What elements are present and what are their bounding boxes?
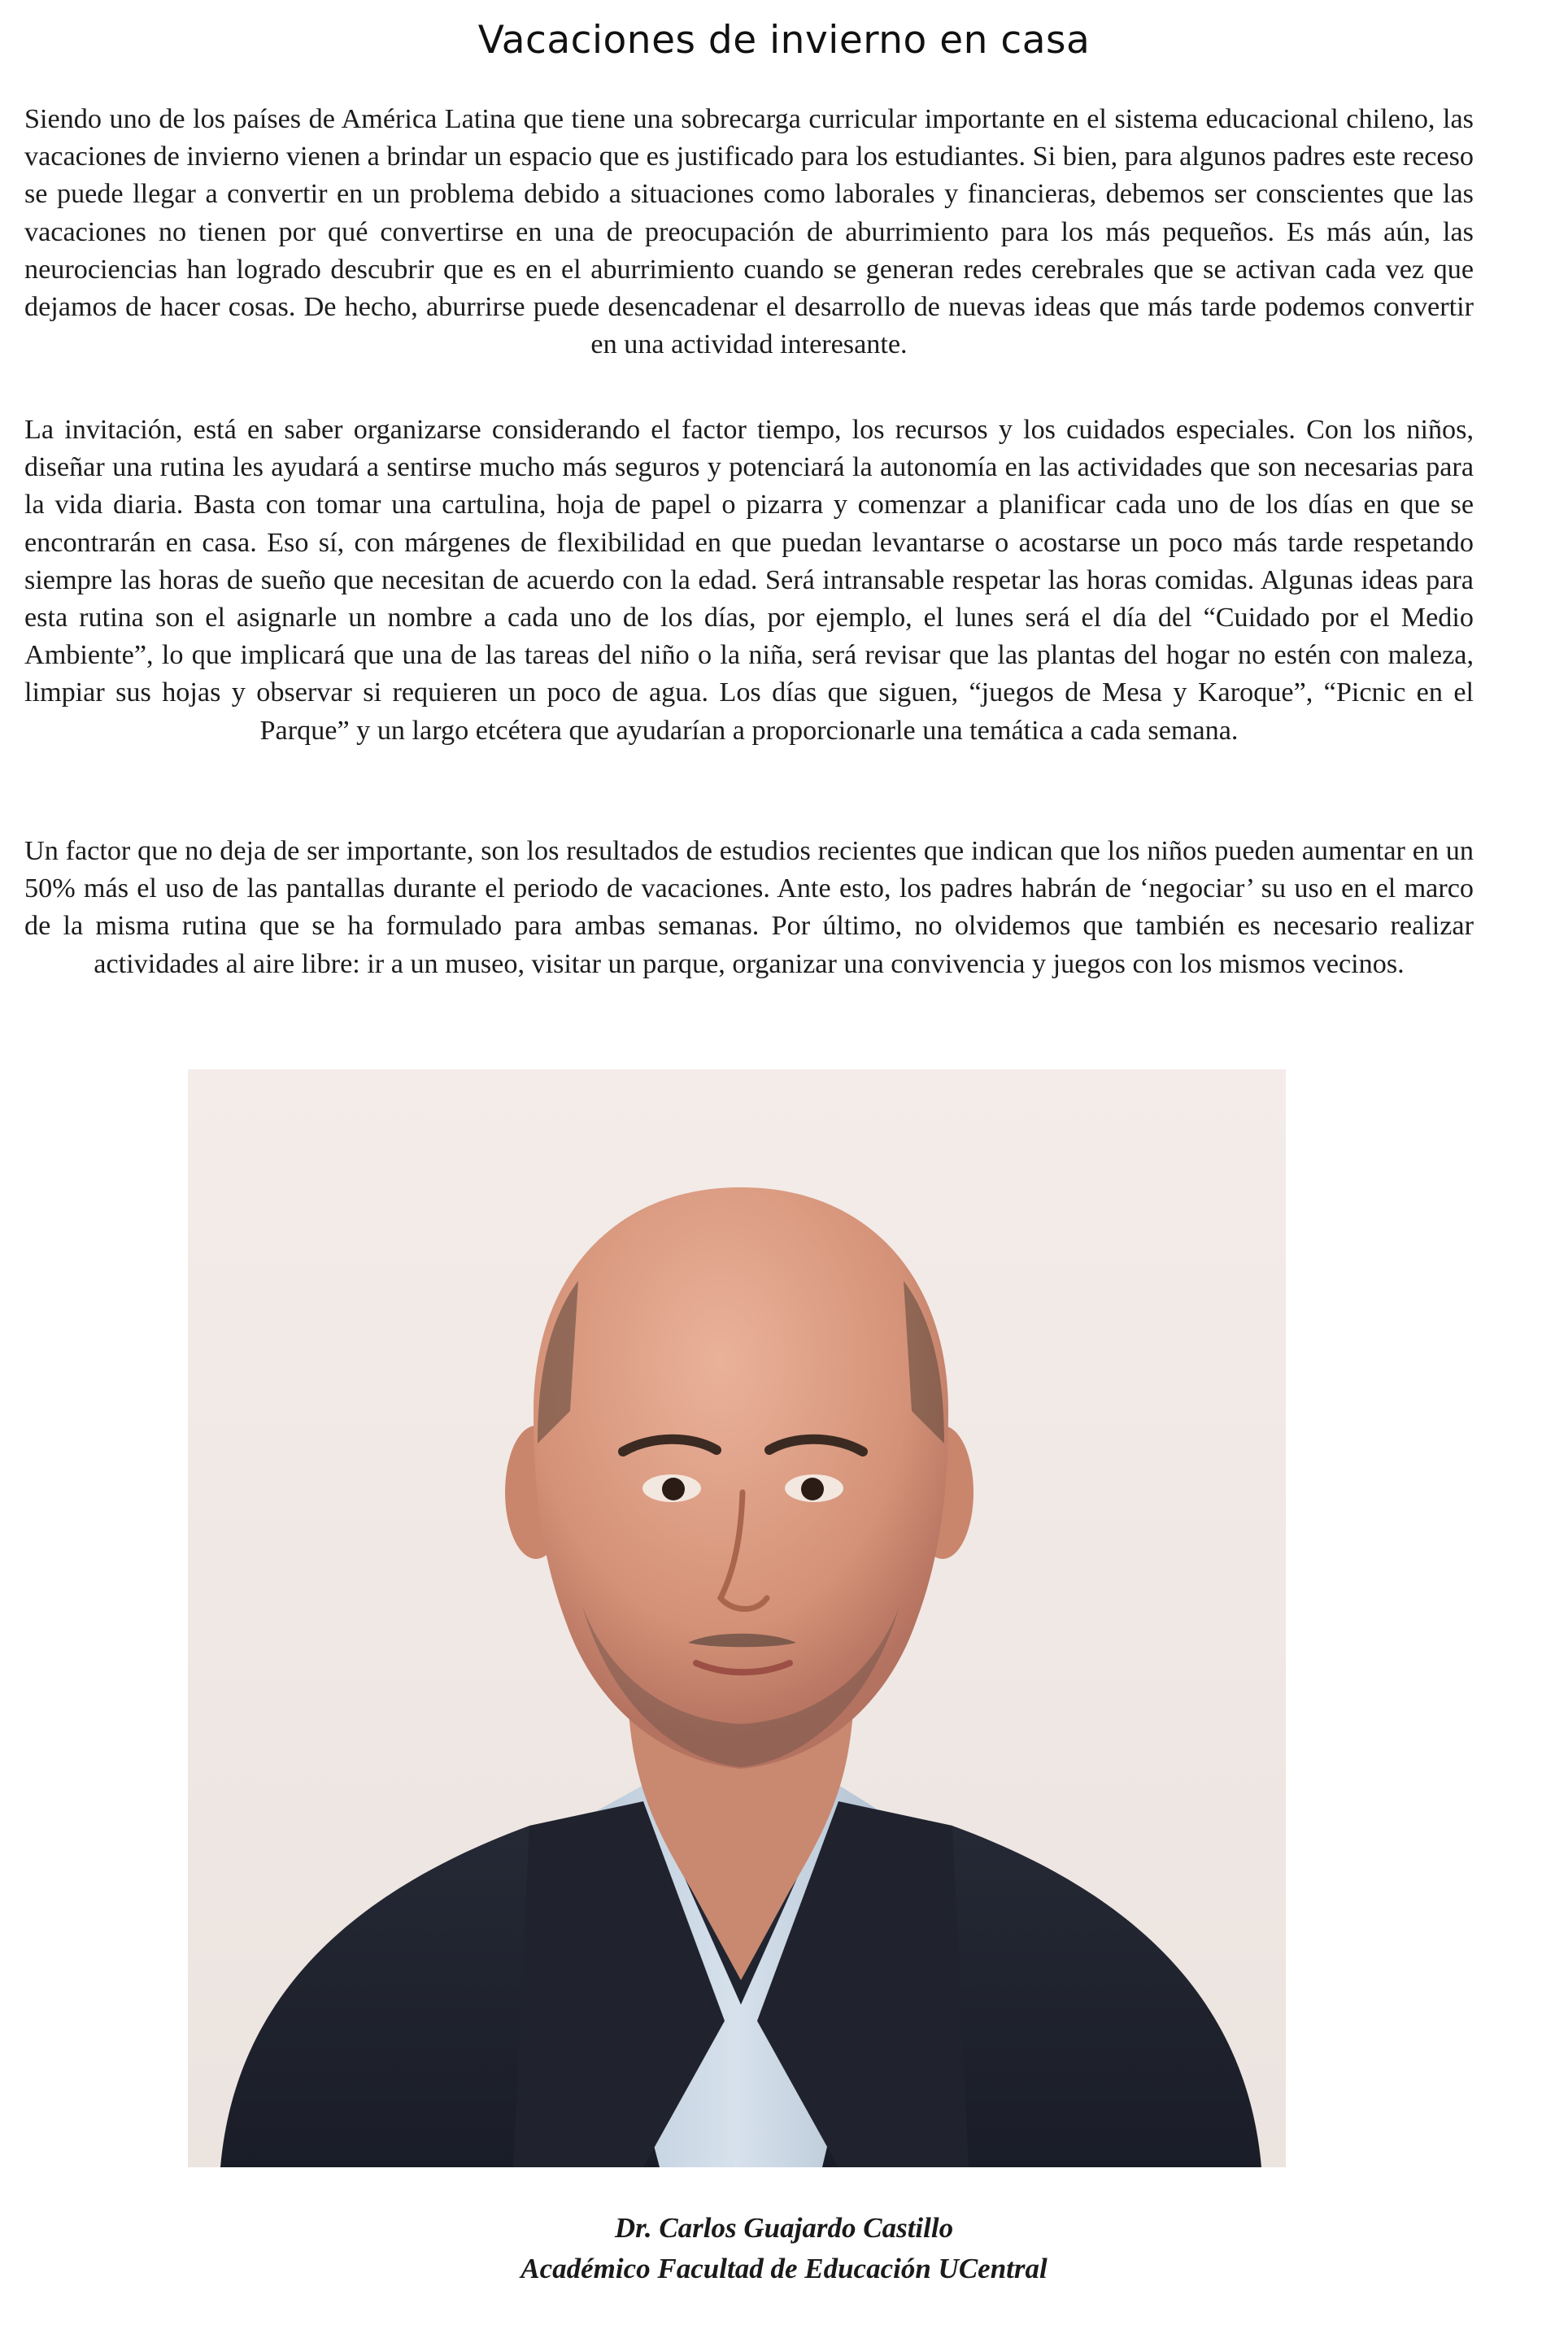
article-paragraph-2: La invitación, está en saber organizarse considerando el factor tiempo, los recursos y los cuidados especiales. Con los niños, diseñar una rutina les ayudará a sentirse mucho más seguros y potenciará la autonomía en las actividades que son necesarias para la vida diaria. Basta con tomar una cartulina, hoja de papel o pizarra y comenzar a planificar cada uno de los días en que se encontrarán en casa. Eso sí, con márgenes de flexibilidad en que puedan levantarse o acostarse un poco más tarde respetando siempre las horas de sueño que necesitan de acuerdo con la edad. Será intransable respetar las horas comidas. Algunas ideas para esta rutina son el asignarle un nombre a cada uno de los días, por ejemplo, el lunes será el día del “Cuidado por el Medio Ambiente”, lo que implicará que una de las tareas del niño o la niña, será revisar que las plantas del hogar no estén con maleza, limpiar sus hojas y observar si requieren un poco de agua. Los días que siguen, “juegos de Mesa y Karoque”, “Picnic en el Parque” y un largo etcétera que ayudarían a proporcionarle una temática a cada semana. [24, 415, 1474, 746]
author-name: Dr. Carlos Guajardo Castillo [614, 2212, 954, 2244]
article-paragraph-1: Siendo uno de los países de América Latina que tiene una sobrecarga curricular importante en el sistema educacional chileno, las vacaciones de invierno vienen a brindar un espacio que es justificado para los estudiantes. Si bien, para algunos padres este receso se puede llegar a convertir en un problema debido a situaciones como laborales y financieras, debemos ser conscientes que las vacaciones no tienen por qué convertirse en una de preocupación de aburrimiento para los más pequeños. Es más aún, las neurociencias han logrado descubrir que es en el aburrimiento cuando se generan redes cerebrales que se activan cada vez que dejamos de hacer cosas. De hecho, aburrirse puede desencadenar el desarrollo de nuevas ideas que más tarde podemos convertir en una actividad interesante. [24, 104, 1474, 360]
author-portrait-photo [188, 1069, 1286, 2167]
article-title: Vacaciones de invierno en casa [477, 18, 1091, 63]
author-affiliation: Académico Facultad de Educación UCentral [520, 2253, 1048, 2284]
article-paragraph-3: Un factor que no deja de ser importante, son los resultados de estudios recientes que indican que los niños pueden aumentar en un 50% más el uso de las pantallas durante el periodo de vacaciones. Ante esto, los padres habrán de ‘negociar’ su uso en el marco de la misma rutina que se ha formulado para ambas semanas. Por último, no olvidemos que también es necesario realizar actividades al aire libre: ir a un museo, visitar un parque, organizar una convivencia y juegos con los mismos vecinos. [24, 836, 1474, 979]
